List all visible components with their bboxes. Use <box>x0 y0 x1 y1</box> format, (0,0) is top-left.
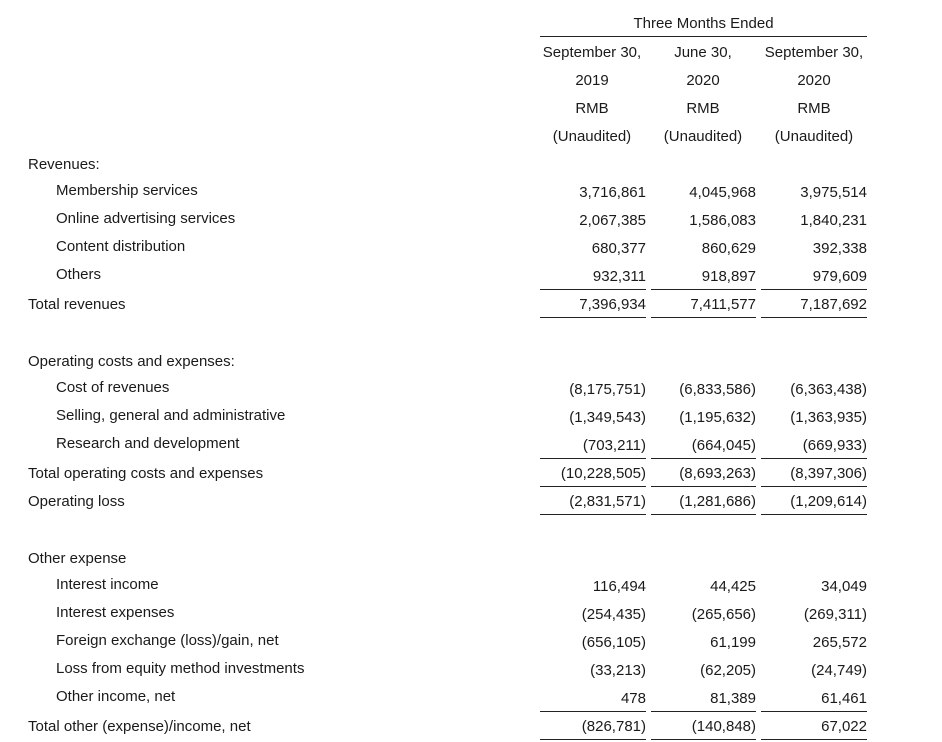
total-rule <box>540 514 646 515</box>
cell-value: (703,211) <box>582 437 646 454</box>
total-revenues-label: Total revenues <box>28 296 126 313</box>
subtotal-rule <box>761 711 867 712</box>
cell-value: (33,213) <box>590 662 646 679</box>
cell-value: (1,195,632) <box>679 409 756 426</box>
subtotal-rule <box>761 289 867 290</box>
revenues-heading: Revenues: <box>28 156 100 173</box>
cell-value: (656,105) <box>581 634 646 651</box>
cell-value: (140,848) <box>691 718 756 735</box>
col1-date: June 30, <box>674 44 732 61</box>
cell-value: 61,461 <box>821 690 867 707</box>
subtotal-rule <box>540 289 646 290</box>
subtotal-rule <box>761 458 867 459</box>
total-rule <box>651 739 756 740</box>
cell-value: 7,396,934 <box>579 296 646 313</box>
col1-currency: RMB <box>686 100 720 117</box>
cell-value: 67,022 <box>821 718 867 735</box>
col1-year: 2020 <box>686 72 720 89</box>
subtotal-rule <box>651 711 756 712</box>
row-label: Research and development <box>56 435 240 452</box>
cell-value: (664,045) <box>691 437 756 454</box>
cell-value: (6,363,438) <box>790 381 867 398</box>
row-label: Foreign exchange (loss)/gain, net <box>56 632 279 649</box>
subtotal-rule <box>540 711 646 712</box>
row-label: Membership services <box>56 182 198 199</box>
total-rule <box>761 739 867 740</box>
cell-value: (10,228,505) <box>560 465 646 482</box>
cell-value: 1,586,083 <box>689 212 756 229</box>
col1-status: (Unaudited) <box>663 128 743 145</box>
total-rule <box>540 739 646 740</box>
cell-value: (2,831,571) <box>569 493 646 510</box>
cell-value: (669,933) <box>802 437 867 454</box>
cell-value: (62,205) <box>700 662 756 679</box>
cell-value: (265,656) <box>691 606 756 623</box>
header-rule <box>540 36 867 37</box>
row-label: Interest income <box>56 576 159 593</box>
subtotal-rule <box>761 486 867 487</box>
row-label: Cost of revenues <box>56 379 170 396</box>
cell-value: (8,175,751) <box>569 381 646 398</box>
total-rule <box>761 317 867 318</box>
row-label: Interest expenses <box>56 604 175 621</box>
cell-value: 3,716,861 <box>579 184 646 201</box>
cell-value: (269,311) <box>803 606 867 623</box>
period-title: Three Months Ended <box>633 15 774 32</box>
total-rule <box>540 317 646 318</box>
total-rule <box>651 514 756 515</box>
subtotal-rule <box>651 458 756 459</box>
col2-date: September 30, <box>764 44 864 61</box>
row-label: Online advertising services <box>56 210 236 227</box>
cell-value: 4,045,968 <box>689 184 756 201</box>
cell-value: 7,411,577 <box>690 296 756 313</box>
col2-currency: RMB <box>797 100 831 117</box>
cell-value: 34,049 <box>821 578 867 595</box>
cell-value: 860,629 <box>701 240 756 257</box>
subtotal-rule <box>651 486 756 487</box>
cell-value: 392,338 <box>812 240 867 257</box>
cell-value: 265,572 <box>812 634 867 651</box>
cell-value: (254,435) <box>581 606 646 623</box>
operating-loss-label: Operating loss <box>28 493 125 510</box>
row-label: Loss from equity method investments <box>56 660 305 677</box>
col0-date: September 30, <box>542 44 642 61</box>
cell-value: (1,349,543) <box>569 409 646 426</box>
cell-value: (1,209,614) <box>790 493 867 510</box>
col0-year: 2019 <box>575 72 609 89</box>
cell-value: 116,494 <box>592 578 646 595</box>
cell-value: (1,281,686) <box>679 493 756 510</box>
col2-status: (Unaudited) <box>774 128 854 145</box>
cell-value: 7,187,692 <box>800 296 867 313</box>
total-rule <box>651 317 756 318</box>
operating-heading: Operating costs and expenses: <box>28 353 235 370</box>
subtotal-rule <box>540 458 646 459</box>
cell-value: 44,425 <box>710 578 756 595</box>
cell-value: (8,693,263) <box>679 465 756 482</box>
cell-value: (8,397,306) <box>790 465 867 482</box>
row-label: Selling, general and administrative <box>56 407 286 424</box>
cell-value: 81,389 <box>710 690 756 707</box>
cell-value: 1,840,231 <box>800 212 867 229</box>
total-operating-label: Total operating costs and expenses <box>28 465 264 482</box>
cell-value: 61,199 <box>710 634 756 651</box>
row-label: Others <box>56 266 102 283</box>
subtotal-rule <box>540 486 646 487</box>
cell-value: (826,781) <box>581 718 646 735</box>
row-label: Content distribution <box>56 238 186 255</box>
total-other-label: Total other (expense)/income, net <box>28 718 251 735</box>
cell-value: (1,363,935) <box>790 409 867 426</box>
cell-value: 918,897 <box>701 268 756 285</box>
cell-value: 3,975,514 <box>800 184 867 201</box>
col2-year: 2020 <box>797 72 831 89</box>
cell-value: 932,311 <box>592 268 646 285</box>
col0-currency: RMB <box>575 100 609 117</box>
cell-value: (24,749) <box>811 662 867 679</box>
cell-value: (6,833,586) <box>679 381 756 398</box>
subtotal-rule <box>651 289 756 290</box>
cell-value: 478 <box>620 690 646 707</box>
cell-value: 680,377 <box>591 240 646 257</box>
cell-value: 2,067,385 <box>579 212 646 229</box>
cell-value: 979,609 <box>812 268 867 285</box>
row-label: Other income, net <box>56 688 176 705</box>
other-heading: Other expense <box>28 550 127 567</box>
total-rule <box>761 514 867 515</box>
col0-status: (Unaudited) <box>552 128 632 145</box>
